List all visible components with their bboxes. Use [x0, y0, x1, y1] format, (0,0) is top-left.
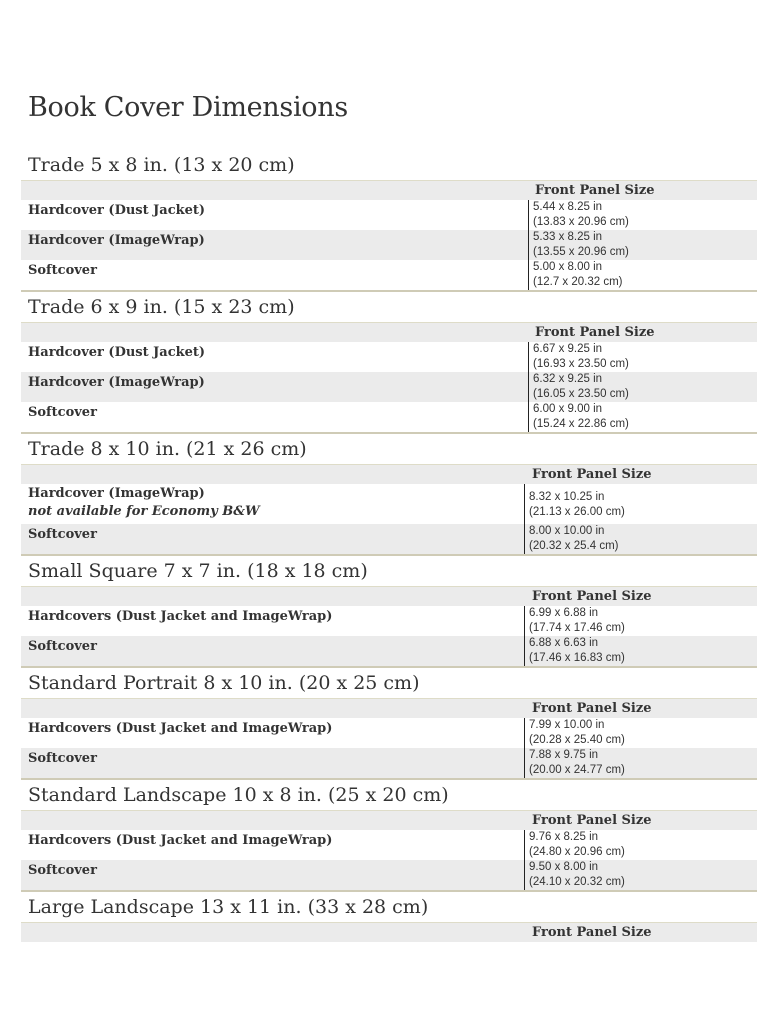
table-row [21, 606, 757, 636]
size-section [0, 668, 768, 780]
size-inches: 7.99 x 10.00 in [529, 719, 605, 731]
dimension-table [21, 698, 757, 780]
front-panel-size-cell [524, 636, 625, 666]
table-row [21, 748, 757, 778]
table-header [21, 180, 757, 200]
cover-type-label [28, 232, 205, 250]
front-panel-size-header: Front Panel Size [532, 467, 652, 482]
table-header [21, 464, 757, 484]
dimension-table [21, 586, 757, 668]
front-panel-size-cell [524, 748, 625, 778]
section-title: Large Landscape 13 x 11 in. (33 x 28 cm) [28, 896, 429, 918]
table-row [21, 484, 757, 524]
front-panel-size-header: Front Panel Size [532, 813, 652, 828]
cover-type-label [28, 374, 205, 392]
dimension-table [21, 322, 757, 434]
front-panel-size-cell [524, 484, 625, 524]
size-inches: 5.44 x 8.25 in [533, 201, 603, 213]
cover-type-label [28, 832, 332, 850]
table-row [21, 636, 757, 666]
front-panel-size-cell [524, 606, 625, 636]
cover-type-label [28, 262, 97, 280]
front-panel-size-header: Front Panel Size [532, 589, 652, 604]
size-centimeters: (20.00 x 24.77 cm) [529, 763, 625, 776]
cover-type-label [28, 404, 97, 422]
size-inches: 9.50 x 8.00 in [529, 861, 599, 873]
front-panel-size-cell [524, 718, 625, 748]
section-title: Standard Portrait 8 x 10 in. (20 x 25 cm) [28, 672, 420, 694]
table-header [21, 322, 757, 342]
cover-type-text: Hardcovers (Dust Jacket and ImageWrap) [28, 721, 333, 736]
size-section [0, 434, 768, 556]
size-centimeters: (21.13 x 26.00 cm) [529, 505, 625, 518]
dimension-table [21, 180, 757, 292]
section-title: Trade 5 x 8 in. (13 x 20 cm) [28, 154, 295, 176]
cover-type-label [28, 720, 332, 738]
cover-type-label [28, 344, 205, 362]
size-inches: 6.99 x 6.88 in [529, 607, 599, 619]
front-panel-size-header: Front Panel Size [532, 925, 652, 940]
table-header [21, 810, 757, 830]
section-title: Trade 6 x 9 in. (15 x 23 cm) [28, 296, 295, 318]
size-inches: 7.88 x 9.75 in [529, 749, 599, 761]
page-title: Book Cover Dimensions [28, 92, 348, 123]
cover-type-text: Hardcover (ImageWrap) [28, 486, 205, 501]
size-centimeters: (20.32 x 25.4 cm) [529, 539, 619, 552]
size-inches: 6.00 x 9.00 in [533, 403, 603, 415]
front-panel-size-cell [528, 342, 629, 372]
front-panel-size-cell [528, 402, 629, 432]
size-centimeters: (24.80 x 20.96 cm) [529, 845, 625, 858]
size-section [0, 780, 768, 892]
cover-type-text: Hardcovers (Dust Jacket and ImageWrap) [28, 609, 333, 624]
size-centimeters: (24.10 x 20.32 cm) [529, 875, 625, 888]
table-row [21, 372, 757, 402]
size-inches: 8.00 x 10.00 in [529, 525, 605, 537]
front-panel-size-header: Front Panel Size [532, 701, 652, 716]
cover-type-label [28, 608, 332, 626]
size-inches: 5.33 x 8.25 in [533, 231, 603, 243]
table-header [21, 922, 757, 942]
size-inches: 6.32 x 9.25 in [533, 373, 603, 385]
table-row [21, 230, 757, 260]
size-section [0, 150, 768, 292]
front-panel-size-cell [528, 260, 622, 290]
section-title: Trade 8 x 10 in. (21 x 26 cm) [28, 438, 307, 460]
size-centimeters: (13.83 x 20.96 cm) [533, 215, 629, 228]
dimension-sections [0, 150, 768, 942]
size-inches: 6.88 x 6.63 in [529, 637, 599, 649]
front-panel-size-cell [528, 372, 629, 402]
size-centimeters: (15.24 x 22.86 cm) [533, 417, 629, 430]
cover-type-text: Hardcover (ImageWrap) [28, 233, 205, 248]
cover-type-label [28, 862, 97, 880]
table-row [21, 524, 757, 554]
cover-type-label [28, 526, 97, 544]
cover-type-text: Softcover [28, 863, 97, 878]
cover-type-text: Hardcovers (Dust Jacket and ImageWrap) [28, 833, 333, 848]
dimension-table [21, 922, 757, 942]
size-centimeters: (16.93 x 23.50 cm) [533, 357, 629, 370]
front-panel-size-cell [528, 200, 629, 230]
table-row [21, 260, 757, 290]
size-centimeters: (20.28 x 25.40 cm) [529, 733, 625, 746]
table-row [21, 200, 757, 230]
table-row [21, 830, 757, 860]
table-header [21, 586, 757, 606]
size-section [0, 892, 768, 942]
front-panel-size-cell [524, 830, 625, 860]
size-inches: 6.67 x 9.25 in [533, 343, 603, 355]
size-centimeters: (17.46 x 16.83 cm) [529, 651, 625, 664]
section-title: Small Square 7 x 7 in. (18 x 18 cm) [28, 560, 368, 582]
table-row [21, 718, 757, 748]
size-centimeters: (16.05 x 23.50 cm) [533, 387, 629, 400]
table-row [21, 860, 757, 890]
size-centimeters: (12.7 x 20.32 cm) [533, 275, 623, 288]
front-panel-size-cell [524, 860, 625, 890]
cover-type-label [28, 750, 97, 768]
cover-type-label [28, 485, 260, 521]
cover-type-text: Hardcover (ImageWrap) [28, 375, 205, 390]
cover-type-text: Hardcover (Dust Jacket) [28, 345, 206, 360]
front-panel-size-cell [524, 524, 618, 554]
size-centimeters: (13.55 x 20.96 cm) [533, 245, 629, 258]
cover-type-label [28, 202, 205, 220]
front-panel-size-cell [528, 230, 629, 260]
cover-type-text: Softcover [28, 405, 97, 420]
cover-type-text: Softcover [28, 263, 97, 278]
cover-type-label [28, 638, 97, 656]
size-inches: 8.32 x 10.25 in [529, 491, 605, 503]
availability-note: not available for Economy B&W [28, 504, 260, 519]
table-row [21, 402, 757, 432]
size-inches: 5.00 x 8.00 in [533, 261, 603, 273]
table-header [21, 698, 757, 718]
size-section [0, 292, 768, 434]
cover-type-text: Softcover [28, 527, 97, 542]
front-panel-size-header: Front Panel Size [535, 325, 655, 340]
cover-type-text: Hardcover (Dust Jacket) [28, 203, 206, 218]
table-row [21, 342, 757, 372]
section-title: Standard Landscape 10 x 8 in. (25 x 20 cm) [28, 784, 449, 806]
size-centimeters: (17.74 x 17.46 cm) [529, 621, 625, 634]
cover-type-text: Softcover [28, 751, 97, 766]
dimension-table [21, 464, 757, 556]
size-section [0, 556, 768, 668]
dimension-table [21, 810, 757, 892]
size-inches: 9.76 x 8.25 in [529, 831, 599, 843]
front-panel-size-header: Front Panel Size [535, 183, 655, 198]
cover-type-text: Softcover [28, 639, 97, 654]
